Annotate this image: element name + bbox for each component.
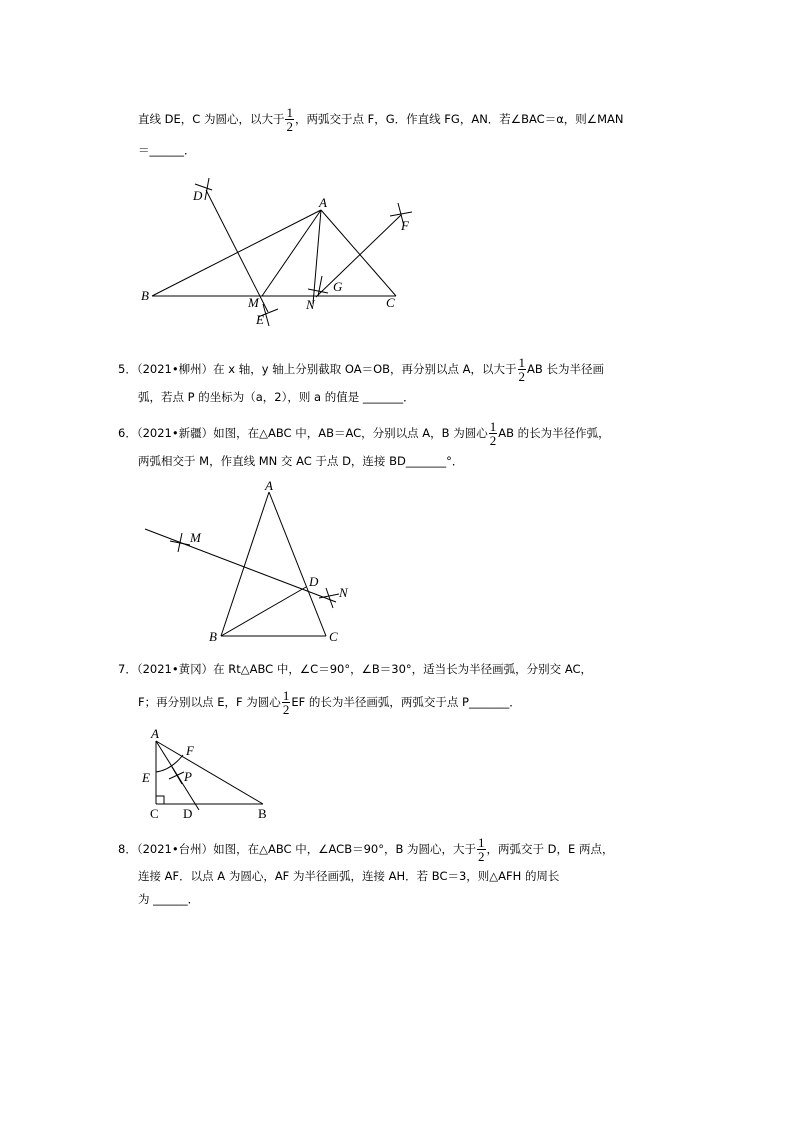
q8-line-1 bbox=[118, 836, 613, 863]
q7-line-2-part-b: EF 的长为半径画弧，两弧交于点 P_______． bbox=[291, 695, 521, 709]
fig1-label-e: E bbox=[256, 312, 264, 327]
q6-line-2: 两弧相交于 M，作直线 MN 交 AC 于点 D，连接 BD_______°． bbox=[138, 454, 464, 468]
fig1-arc-f1 bbox=[390, 212, 412, 216]
fig2-line-ac bbox=[269, 492, 326, 636]
fig1-label-f: F bbox=[401, 218, 409, 233]
fig1-label-b: B bbox=[141, 288, 149, 303]
fig1-line-am bbox=[262, 210, 321, 296]
fig3-arc-p1 bbox=[169, 772, 184, 779]
fig1-line-ac bbox=[321, 210, 396, 296]
q5-half-fraction: $\frac{1}{2}$ bbox=[518, 355, 526, 384]
fig2-line-mn bbox=[145, 529, 336, 602]
half-fraction: $\frac{1}{2}$ bbox=[286, 105, 293, 134]
fig1-arc-e1 bbox=[258, 309, 278, 317]
fig1-line-fg bbox=[316, 215, 401, 297]
fig2-arc-m2 bbox=[178, 533, 182, 552]
fig2-arc-n2 bbox=[326, 588, 333, 608]
q5-line-1-part-b: AB 长为半径画 bbox=[527, 362, 604, 376]
fig1-label-g: G bbox=[333, 279, 343, 294]
fig2-label-b: B bbox=[209, 629, 217, 644]
q5-line-1-part-a: 5．（2021•柳州）在 x 轴，y 轴上分别截取 OA＝OB，再分别以点 A，以大于 bbox=[118, 362, 517, 376]
fig3-label-d: D bbox=[183, 806, 193, 821]
fig2-label-m: M bbox=[190, 530, 201, 545]
q5-line-2: 弧，若点 P 的坐标为（a，2），则 a 的值是 _______． bbox=[138, 390, 415, 404]
fig3-line-ab bbox=[156, 741, 263, 804]
top-line-1-part-b: ，两弧交于点 F，G．作直线 FG，AN．若∠BAC＝α，则∠MAN bbox=[294, 112, 624, 126]
fig3-label-a: A bbox=[151, 726, 159, 741]
fig2-label-c: C bbox=[329, 629, 338, 644]
fig2-arc-m1 bbox=[170, 541, 190, 545]
fig3-arc-p2 bbox=[172, 767, 182, 784]
fig1-label-d: D bbox=[193, 188, 203, 203]
fig2-arc-n1 bbox=[319, 594, 339, 598]
fig3-line-ad bbox=[156, 741, 199, 810]
fig2-label-a: A bbox=[265, 478, 273, 493]
q8-line-3: 为 ______． bbox=[138, 892, 200, 906]
q8-line-1-part-a: 8．（2021•台州）如图，在△ABC 中，∠ACB＝90°，B 为圆心，大于 bbox=[118, 842, 477, 856]
fig1-label-c: C bbox=[386, 295, 395, 310]
q7-half-fraction: $\frac{1}{2}$ bbox=[282, 688, 290, 717]
fig2-line-ab bbox=[221, 492, 269, 636]
q8-half-fraction: $\frac{1}{2}$ bbox=[478, 835, 485, 864]
q7-line-2 bbox=[138, 689, 521, 716]
fig3-label-c: C bbox=[150, 806, 159, 821]
fig3-right-angle bbox=[156, 796, 164, 804]
fig1-arc-d2 bbox=[205, 178, 209, 200]
fig3-label-b: B bbox=[258, 806, 267, 821]
fig1-line-an bbox=[313, 210, 321, 304]
q6-line-1-part-a: 6．（2021•新疆）如图，在△ABC 中，AB＝AC，分别以点 A，B 为圆心 bbox=[118, 426, 488, 440]
fig1-line-ba bbox=[152, 210, 321, 296]
q8-line-1-part-b: ，两弧交于 D，E 两点， bbox=[486, 842, 614, 856]
fig1-arc-g2 bbox=[318, 276, 322, 296]
fig3-label-f: F bbox=[186, 743, 194, 758]
q7-line-2-part-a: F；再分别以点 E，F 为圆心 bbox=[138, 695, 281, 709]
fig3-label-e: E bbox=[142, 770, 150, 785]
fig2-label-n: N bbox=[339, 585, 348, 600]
fig2-label-d: D bbox=[309, 574, 319, 589]
q6-half-fraction: $\frac{1}{2}$ bbox=[489, 419, 497, 448]
fig1-label-m: M bbox=[248, 295, 259, 310]
top-line-1 bbox=[138, 106, 623, 133]
q6-line-1 bbox=[118, 420, 610, 447]
fig1-arc-d1 bbox=[195, 184, 212, 190]
fig2-line-bd bbox=[221, 587, 306, 636]
q7-line-1: 7．（2021•黄冈）在 Rt△ABC 中，∠C＝90°，∠B＝30°，适当长为半径画弧，分别交 AC， bbox=[118, 662, 593, 676]
fig1-arc-g1 bbox=[308, 289, 328, 293]
fig1-arc-f2 bbox=[398, 203, 404, 226]
q5-line-1 bbox=[118, 356, 604, 383]
fig3-arc-ef bbox=[156, 755, 183, 772]
top-line-2: ＝______． bbox=[138, 143, 196, 157]
fig3-label-p: P bbox=[184, 769, 192, 784]
top-line-1-part-a: 直线 DE，C 为圆心，以大于 bbox=[138, 112, 285, 126]
q8-line-2: 连接 AF．以点 A 为圆心，AF 为半径画弧，连接 AH．若 BC＝3，则△AFH 的周长 bbox=[138, 869, 560, 883]
fig1-label-a: A bbox=[319, 195, 327, 210]
fig1-label-n: N bbox=[306, 297, 315, 312]
fig1-arc-e2 bbox=[263, 304, 269, 326]
q6-line-1-part-b: AB 的长为半径作弧， bbox=[498, 426, 610, 440]
fig1-line-de bbox=[206, 190, 268, 312]
